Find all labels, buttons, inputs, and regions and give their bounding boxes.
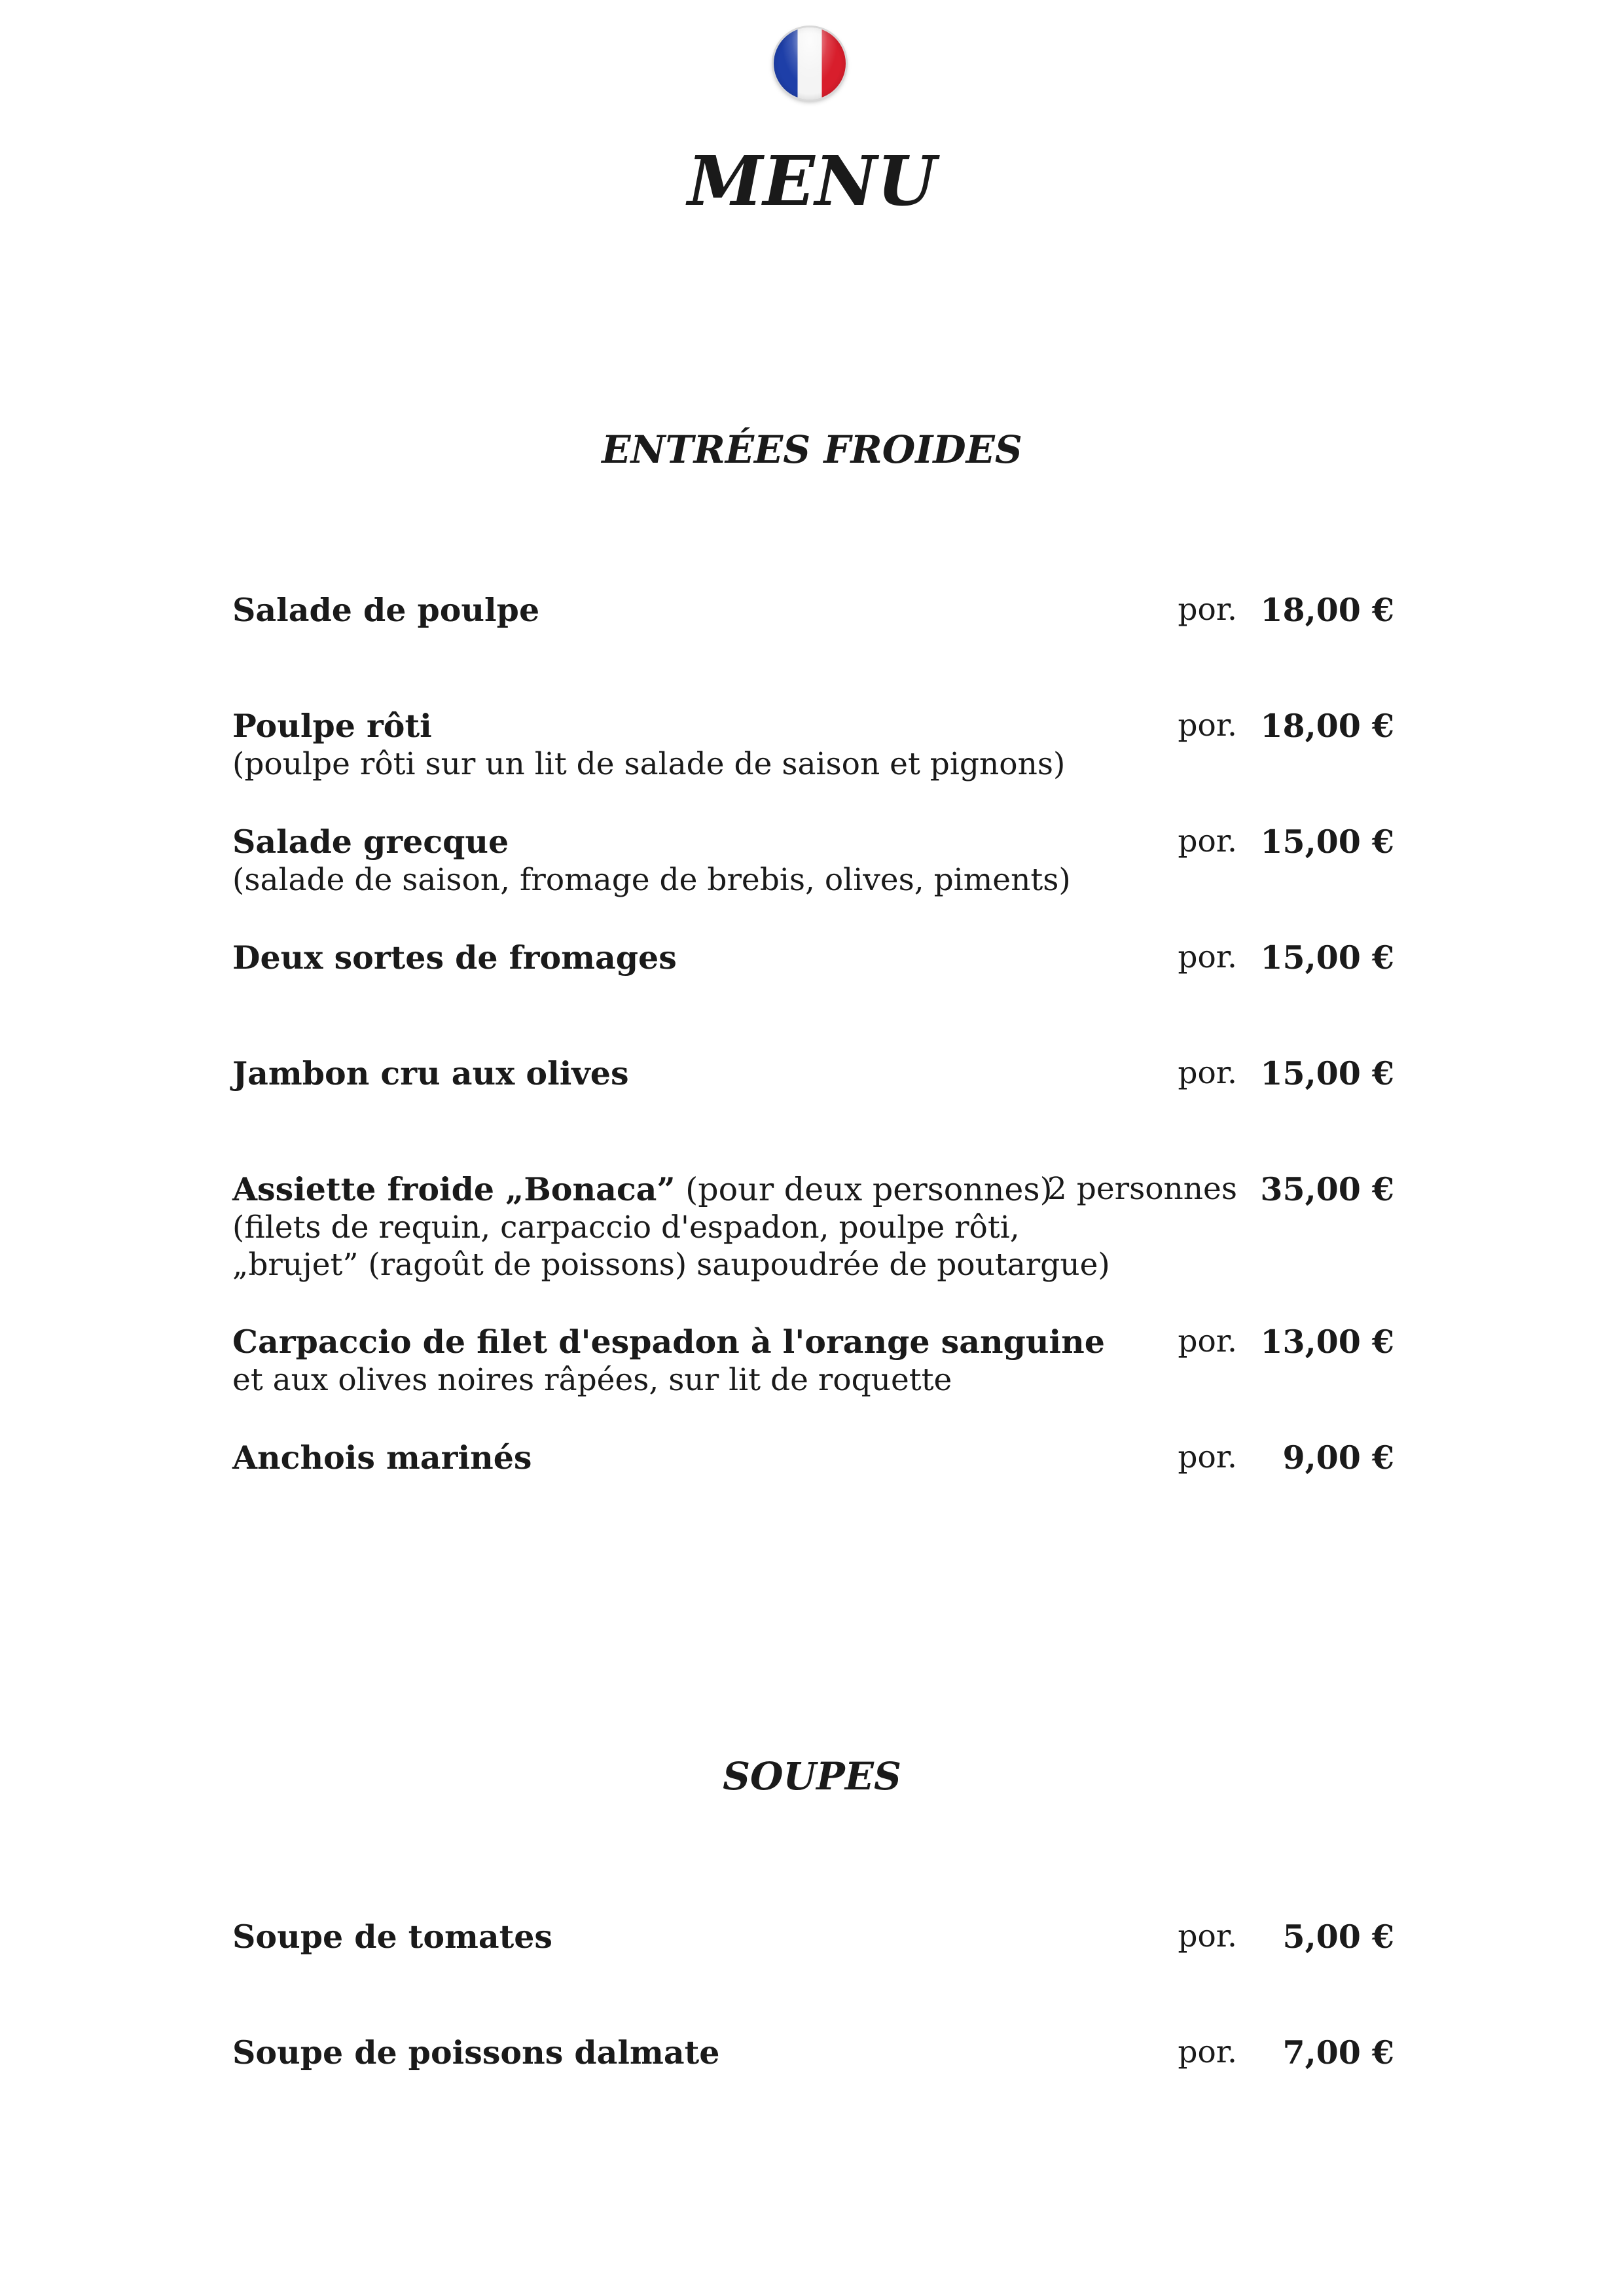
item-name-text: Assiette froide „Bonaca”	[232, 1170, 676, 1208]
menu-item-deux-sortes-de-fromages	[232, 938, 1398, 977]
item-unit: por.	[1178, 2034, 1237, 2070]
item-name: Salade grecque	[232, 823, 509, 861]
item-description: „brujet” (ragoût de poissons) saupoudrée de poutargue)	[232, 1247, 1110, 1283]
item-unit: por.	[1178, 1323, 1237, 1359]
item-unit: por.	[1178, 1439, 1237, 1475]
item-description: et aux olives noires râpées, sur lit de roquette	[232, 1362, 952, 1398]
menu-item-salade-de-poulpe	[232, 590, 1398, 630]
item-description: (poulpe rôti sur un lit de salade de saison et pignons)	[232, 746, 1066, 782]
item-price: 15,00 €	[1260, 1054, 1394, 1092]
menu-item-assiette-froide-bonaca	[232, 1170, 1398, 1283]
item-price: 15,00 €	[1260, 823, 1394, 861]
item-price: 18,00 €	[1260, 707, 1394, 745]
item-unit: por.	[1178, 1055, 1237, 1091]
item-description: (salade de saison, fromage de brebis, olives, piments)	[232, 862, 1071, 898]
item-price: 7,00 €	[1282, 2034, 1394, 2072]
menu-item-anchois-marines	[232, 1438, 1398, 1477]
item-name	[232, 1170, 1053, 1210]
item-unit: por.	[1178, 1918, 1237, 1954]
item-description: (filets de requin, carpaccio d'espadon, poulpe rôti,	[232, 1210, 1020, 1246]
section-title-soupes: SOUPES	[723, 1754, 901, 1799]
item-name: Carpaccio de filet d'espadon à l'orange sanguine	[232, 1323, 1105, 1361]
item-name-note: (pour deux personnes)	[675, 1171, 1053, 1208]
page-title: MENU	[687, 141, 937, 221]
section-title-entrees-froides: ENTRÉES FROIDES	[602, 427, 1022, 472]
menu-item-jambon-cru	[232, 1054, 1398, 1093]
item-unit: por.	[1178, 592, 1237, 628]
menu-item-soupe-de-tomates	[232, 1917, 1398, 1956]
item-name: Soupe de tomates	[232, 1918, 552, 1956]
item-unit: por.	[1178, 708, 1237, 744]
item-unit: por.	[1178, 823, 1237, 859]
item-price: 13,00 €	[1260, 1323, 1394, 1361]
item-unit: por.	[1178, 939, 1237, 975]
menu-item-poulpe-roti	[232, 706, 1398, 783]
item-name: Deux sortes de fromages	[232, 939, 677, 977]
item-name: Anchois marinés	[232, 1439, 532, 1477]
menu-item-carpaccio-espadon	[232, 1322, 1398, 1399]
item-name: Poulpe rôti	[232, 707, 432, 745]
item-price: 5,00 €	[1282, 1918, 1394, 1956]
item-name: Jambon cru aux olives	[232, 1054, 629, 1092]
item-price: 15,00 €	[1260, 939, 1394, 977]
item-unit: 2 personnes	[1047, 1171, 1237, 1207]
item-price: 18,00 €	[1260, 591, 1394, 629]
item-name: Soupe de poissons dalmate	[232, 2034, 720, 2072]
menu-item-salade-grecque	[232, 822, 1398, 899]
menu-item-soupe-de-poissons	[232, 2033, 1398, 2072]
item-price: 35,00 €	[1260, 1170, 1394, 1208]
item-name: Salade de poulpe	[232, 591, 540, 629]
france-flag-icon	[774, 27, 846, 99]
item-price: 9,00 €	[1282, 1439, 1394, 1477]
